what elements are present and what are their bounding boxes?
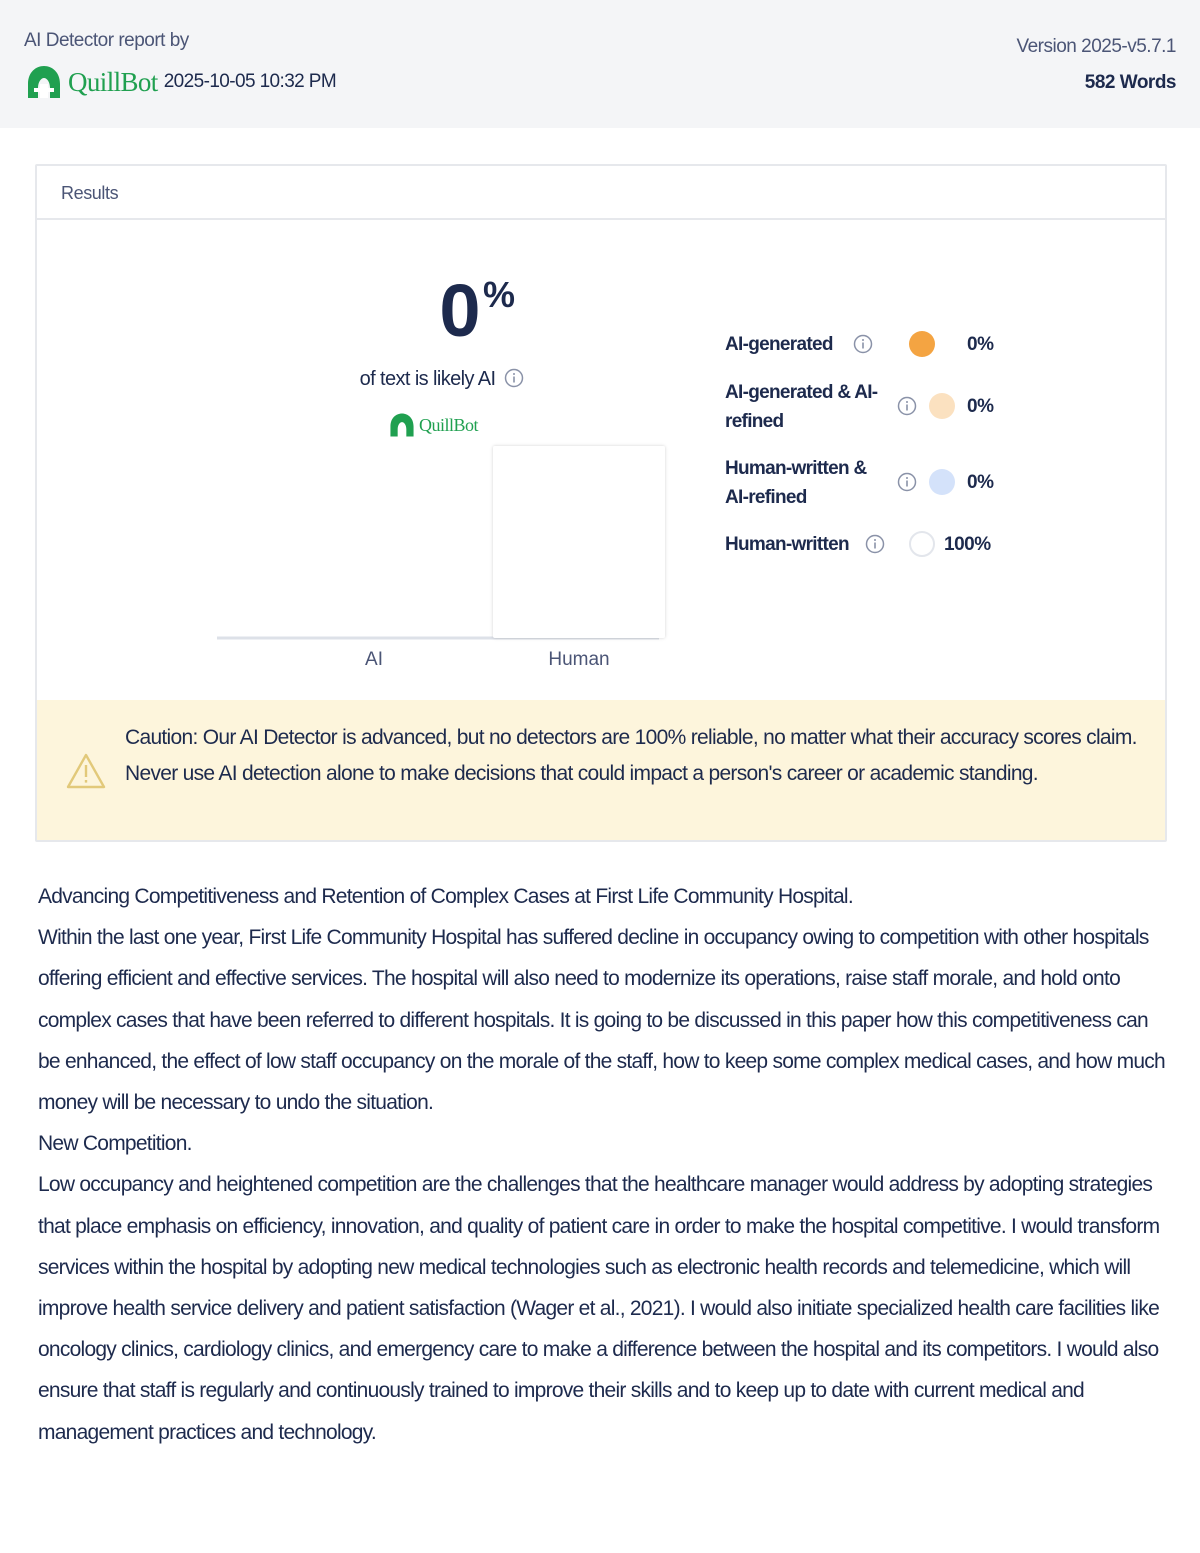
- legend-label: AI-generated: [725, 334, 833, 355]
- brand-row: [24, 62, 336, 102]
- quillbot-logo-icon: [387, 412, 417, 438]
- brand-name: QuillBot: [68, 66, 158, 97]
- document-paragraph: Low occupancy and heightened competition are the challenges that the healthcare manager would address by adopting strategies that place emphasis on efficiency, innovation, and quality of patient care in order to make the hospital competitive. I would transform services within the hospital by adopting new medical technologies such as electronic health records and telemedicine, which will improve health service delivery and patient satisfaction (Wager et al., 2021). I would also initiate specialized health care facilities like oncology clinics, cardiology clinics, and emergency care to make a difference between the hospital and its competitors. I would also ensure that staff is regularly and continuously trained to improve their skills and to keep up to date with current medical and management practices and technology.: [38, 1173, 1160, 1444]
- report-by-label: AI Detector report by: [24, 30, 189, 51]
- results-panel: [35, 164, 1167, 842]
- score-caption-text: of text is likely AI: [359, 368, 496, 390]
- legend-value: 100%: [944, 534, 991, 555]
- document-paragraph: Within the last one year, First Life Community Hospital has suffered decline in occupancy owing to competition with other hospitals offering efficient and effective services. The hospital will also need to modernize its operations, raise staff morale, and hold onto complex cases that have been referred to different hospitals. It is going to be discussed in this paper how this competitiveness can be enhanced, the effect of low staff occupancy on the morale of the staff, how to keep some complex medical cases, and how much money will be necessary to undo the situation.: [38, 926, 1165, 1115]
- ai-score-value: 0: [439, 269, 479, 352]
- report-date: 2025-10-05 10:32 PM: [163, 71, 337, 92]
- info-icon[interactable]: [853, 334, 873, 354]
- legend-value: 0%: [967, 472, 994, 493]
- legend-label: Human-written: [725, 534, 849, 555]
- legend-value: 0%: [967, 334, 994, 355]
- version-label: Version 2025-v5.7.1: [1016, 36, 1176, 57]
- x-tick-label: Human: [548, 649, 610, 670]
- chart-brand-name: QuillBot: [419, 414, 479, 435]
- word-count: 582 Words: [1084, 72, 1176, 93]
- legend-color-dot: [909, 531, 935, 557]
- info-icon[interactable]: [897, 396, 917, 416]
- legend-color-dot: [909, 331, 935, 357]
- document-paragraph: Advancing Competitiveness and Retention of Complex Cases at First Life Community Hospital.: [38, 885, 853, 908]
- ai-score-unit: %: [483, 274, 516, 315]
- ai-score: [399, 268, 519, 353]
- legend-label: Human-written & AI-refined: [725, 458, 867, 508]
- bar-human: [493, 446, 665, 638]
- document-paragraph: New Competition.: [38, 1132, 192, 1156]
- results-title: Results: [37, 166, 1165, 220]
- warning-icon: [65, 752, 107, 790]
- info-icon[interactable]: [865, 534, 885, 554]
- caution-text: Caution: Our AI Detector is advanced, but no detectors are 100% reliable, no matter what their accuracy scores claim. Never use AI detection alone to make decisions that could impact a person's career or academic standing.: [125, 726, 1137, 785]
- caution-banner: [37, 700, 1165, 840]
- chart-brand: [387, 412, 478, 438]
- legend-label: AI-generated & AI-refined: [725, 382, 878, 432]
- info-icon[interactable]: [504, 368, 524, 388]
- x-tick-label: AI: [365, 649, 383, 670]
- document-body: [38, 876, 1168, 1453]
- quillbot-logo-icon: [24, 64, 64, 100]
- legend-color-dot: [929, 393, 955, 419]
- legend-value: 0%: [967, 396, 994, 417]
- ai-human-bar-chart: [217, 436, 687, 676]
- legend-color-dot: [929, 469, 955, 495]
- score-caption: [317, 368, 567, 391]
- report-header: [0, 0, 1200, 128]
- info-icon[interactable]: [897, 472, 917, 492]
